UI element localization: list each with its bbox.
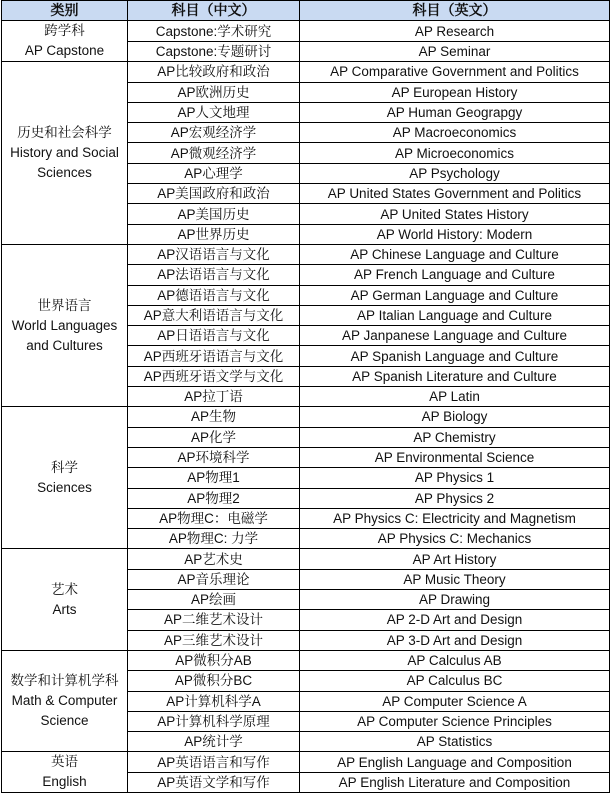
subject-cn-cell: AP微观经济学	[128, 143, 300, 163]
subject-cn-cell: AP物理1	[128, 468, 300, 488]
ap-courses-table	[1, 0, 610, 793]
category-cell	[2, 62, 128, 245]
subject-en-cell: AP Janpanese Language and Culture	[300, 326, 610, 346]
category-cell	[2, 752, 128, 793]
subject-en-cell: AP European History	[300, 82, 610, 102]
category-cell	[2, 407, 128, 549]
subject-en-cell: AP Biology	[300, 407, 610, 427]
category-name-en: Arts	[52, 601, 77, 617]
subject-cn-cell: AP西班牙语文学与文化	[128, 366, 300, 386]
subject-en-cell: AP Human Geograpgy	[300, 102, 610, 122]
category-name-cn: 跨学科	[44, 23, 85, 39]
subject-cn-cell: AP计算机科学A	[128, 691, 300, 711]
subject-en-cell: AP 2-D Art and Design	[300, 610, 610, 630]
header-subject-en: 科目（英文）	[300, 1, 610, 21]
category-name-cn: 历史和社会科学	[17, 125, 112, 141]
subject-en-cell: AP Spanish Literature and Culture	[300, 366, 610, 386]
category-name-en: AP Capstone	[24, 43, 105, 59]
subject-cn-cell: AP微积分BC	[128, 671, 300, 691]
subject-cn-cell: AP拉丁语	[128, 387, 300, 407]
category-name-en: English	[42, 774, 87, 790]
subject-en-cell: AP Statistics	[300, 732, 610, 752]
subject-cn-cell: AP英语文学和写作	[128, 772, 300, 793]
header-row	[2, 1, 610, 21]
subject-cn-cell: AP汉语语言与文化	[128, 244, 300, 264]
subject-cn-cell: AP法语语言与文化	[128, 265, 300, 285]
subject-en-cell: AP Physics 1	[300, 468, 610, 488]
category-name-cn: 世界语言	[37, 297, 92, 313]
subject-cn-cell: AP美国历史	[128, 204, 300, 224]
subject-cn-cell: AP西班牙语语言与文化	[128, 346, 300, 366]
subject-en-cell: AP Spanish Language and Culture	[300, 346, 610, 366]
category-name-en: Math & Computer Science	[11, 693, 118, 729]
subject-cn-cell: AP统计学	[128, 732, 300, 752]
subject-cn-cell: AP心理学	[128, 163, 300, 183]
subject-cn-cell: AP绘画	[128, 590, 300, 610]
subject-cn-cell: AP日语语言与文化	[128, 326, 300, 346]
subject-cn-cell: AP英语语言和写作	[128, 752, 300, 773]
subject-cn-cell: AP世界历史	[128, 224, 300, 244]
subject-en-cell: AP Microeconomics	[300, 143, 610, 163]
subject-en-cell: AP 3-D Art and Design	[300, 630, 610, 650]
subject-cn-cell: AP欧洲历史	[128, 82, 300, 102]
category-name-en: World Languages and Cultures	[11, 317, 118, 353]
subject-cn-cell: Capstone:专题研讨	[128, 41, 300, 62]
subject-cn-cell: AP微积分AB	[128, 650, 300, 670]
header-category: 类别	[2, 1, 128, 21]
subject-en-cell: AP Calculus AB	[300, 650, 610, 670]
subject-en-cell: AP Chemistry	[300, 427, 610, 447]
subject-en-cell: AP Seminar	[300, 41, 610, 62]
subject-en-cell: AP Chinese Language and Culture	[300, 244, 610, 264]
subject-en-cell: AP Environmental Science	[300, 447, 610, 467]
subject-en-cell: AP German Language and Culture	[300, 285, 610, 305]
subject-en-cell: AP French Language and Culture	[300, 265, 610, 285]
subject-en-cell: AP English Literature and Composition	[300, 772, 610, 793]
subject-en-cell: AP Research	[300, 21, 610, 42]
category-name-cn: 数学和计算机学科	[10, 673, 119, 689]
category-name-cn: 艺术	[51, 581, 78, 597]
subject-en-cell: AP Comparative Government and Politics	[300, 62, 610, 82]
subject-en-cell: AP World History: Modern	[300, 224, 610, 244]
category-cell	[2, 650, 128, 751]
subject-cn-cell: AP二维艺术设计	[128, 610, 300, 630]
subject-en-cell: AP Latin	[300, 387, 610, 407]
subject-en-cell: AP Art History	[300, 549, 610, 569]
subject-cn-cell: AP人文地理	[128, 102, 300, 122]
table-row	[2, 407, 610, 427]
subject-cn-cell: AP艺术史	[128, 549, 300, 569]
subject-en-cell: AP Italian Language and Culture	[300, 305, 610, 325]
subject-cn-cell: AP德语语言与文化	[128, 285, 300, 305]
category-name-en: Sciences	[37, 479, 92, 495]
subject-en-cell: AP Macroeconomics	[300, 123, 610, 143]
subject-cn-cell: AP生物	[128, 407, 300, 427]
category-name-en: History and Social Sciences	[10, 145, 119, 181]
subject-en-cell: AP Music Theory	[300, 569, 610, 589]
subject-en-cell: AP Computer Science Principles	[300, 711, 610, 731]
subject-cn-cell: AP三维艺术设计	[128, 630, 300, 650]
subject-en-cell: AP Physics C: Electricity and Magnetism	[300, 508, 610, 528]
subject-en-cell: AP United States History	[300, 204, 610, 224]
table-row	[2, 650, 610, 670]
category-name-cn: 科学	[51, 459, 78, 475]
subject-en-cell: AP Calculus BC	[300, 671, 610, 691]
subject-en-cell: AP Physics 2	[300, 488, 610, 508]
subject-cn-cell: Capstone:学术研究	[128, 21, 300, 42]
subject-en-cell: AP Drawing	[300, 590, 610, 610]
subject-en-cell: AP Physics C: Mechanics	[300, 529, 610, 549]
table-row	[2, 549, 610, 569]
subject-cn-cell: AP化学	[128, 427, 300, 447]
subject-cn-cell: AP物理C：电磁学	[128, 508, 300, 528]
subject-en-cell: AP Psychology	[300, 163, 610, 183]
subject-cn-cell: AP意大利语语言与文化	[128, 305, 300, 325]
header-subject-cn: 科目（中文）	[128, 1, 300, 21]
table-row	[2, 21, 610, 42]
category-cell	[2, 244, 128, 406]
subject-cn-cell: AP物理2	[128, 488, 300, 508]
subject-cn-cell: AP宏观经济学	[128, 123, 300, 143]
subject-cn-cell: AP美国政府和政治	[128, 184, 300, 204]
category-name-cn: 英语	[51, 754, 78, 770]
table-body	[2, 21, 610, 793]
table-row	[2, 62, 610, 82]
subject-en-cell: AP Computer Science A	[300, 691, 610, 711]
subject-cn-cell: AP计算机科学原理	[128, 711, 300, 731]
subject-cn-cell: AP环境科学	[128, 447, 300, 467]
category-cell	[2, 549, 128, 650]
table-row	[2, 244, 610, 264]
subject-en-cell: AP English Language and Composition	[300, 752, 610, 773]
table-row	[2, 752, 610, 773]
subject-en-cell: AP United States Government and Politics	[300, 184, 610, 204]
category-cell	[2, 21, 128, 62]
subject-cn-cell: AP物理C: 力学	[128, 529, 300, 549]
table-header	[2, 1, 610, 21]
subject-cn-cell: AP音乐理论	[128, 569, 300, 589]
subject-cn-cell: AP比较政府和政治	[128, 62, 300, 82]
